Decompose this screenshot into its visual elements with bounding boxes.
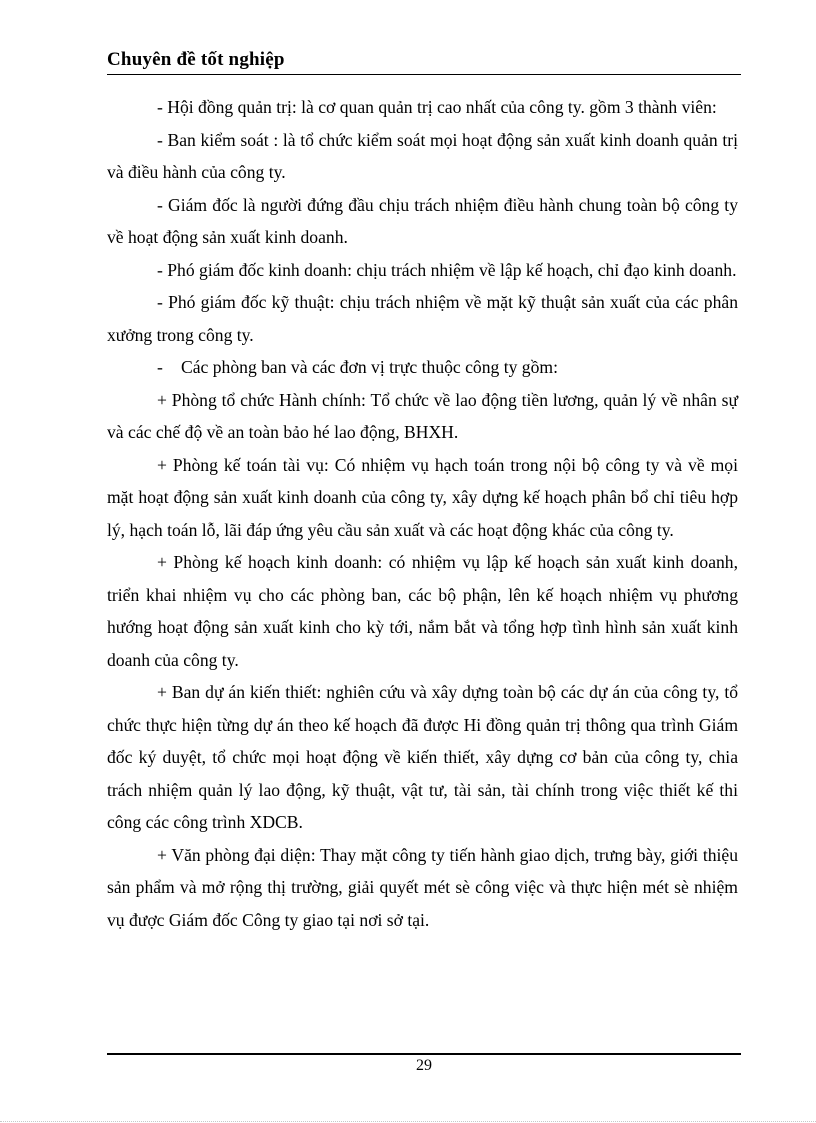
paragraph-business-planning-department: + Phòng kế hoạch kinh doanh: có nhiệm vụ lập kế hoạch sản xuất kinh doanh, triển khai nhiệm vụ cho các phòng ban, các bộ phận, lên kế hoạch nhiệm vụ phương hướng hoạt động sản xuất kinh cho kỳ tới, nắm bắt và tổng hợp tình hình sản xuất kinh doanh của công ty. (107, 552, 738, 670)
paragraph-board-of-directors: - Hội đồng quản trị: là cơ quan quản trị cao nhất của công ty. gồm 3 thành viên: (157, 97, 717, 117)
page-header (107, 48, 741, 75)
paragraph-accounting-department: + Phòng kế toán tài vụ: Có nhiệm vụ hạch toán trong nội bộ công ty và về mọi mặt hoạt động sản xuất kinh doanh của công ty, xây dựng kế hoạch phân bổ chỉ tiêu hợp lý, hạch toán lỗ, lãi đáp ứng yêu cầu sản xuất và các hoạt động khác của công ty. (107, 454, 738, 540)
document-body (107, 91, 738, 936)
paragraph-director: - Giám đốc là người đứng đầu chịu trách nhiệm điều hành chung toàn bộ công ty về hoạt động sản xuất kinh doanh. (107, 194, 738, 247)
paragraph-supervisory-board: - Ban kiểm soát : là tổ chức kiểm soát mọi hoạt động sản xuất kinh doanh quản trị và điều hành của công ty. (107, 129, 738, 182)
document-title: Chuyên đề tốt nghiệp (107, 49, 285, 70)
paragraph-representative-office: + Văn phòng đại diện: Thay mặt công ty tiến hành giao dịch, trưng bày, giới thiệu sản phẩm và mở rộng thị trường, giải quyết mét sè công việc và thực hiện mét sè nhiệm vụ được Giám đốc Công ty giao tại nơi sở tại. (107, 844, 738, 930)
page-footer (107, 1053, 741, 1076)
page-edge-divider (0, 1121, 816, 1122)
paragraph-deputy-director-business: - Phó giám đốc kinh doanh: chịu trách nhiệm về lập kế hoạch, chỉ đạo kinh doanh. (157, 259, 737, 280)
list-dash: - (157, 357, 163, 377)
list-intro (107, 351, 738, 384)
paragraph-admin-department: + Phòng tổ chức Hành chính: Tổ chức về lao động tiền lương, quản lý về nhân sự và các chế độ về an toàn bảo hé lao động, BHXH. (107, 389, 738, 442)
paragraph-construction-project-board: + Ban dự án kiến thiết: nghiên cứu và xây dựng toàn bộ các dự án của công ty, tổ chức thực hiện từng dự án theo kế hoạch đã được Hi đồng quản trị thông qua trình Giám đốc ký duyệt, tổ chức mọi hoạt động về kiến thiết, xây dựng cơ bản của công ty, chia trách nhiệm quản lý lao động, kỹ thuật, vật tư, tài sản, tài chính trong việc thiết kế thi công các công trình XDCB. (107, 682, 738, 832)
page-number: 29 (416, 1057, 432, 1074)
paragraph-deputy-director-technical: - Phó giám đốc kỹ thuật: chịu trách nhiệm về mặt kỹ thuật sản xuất của các phân xưởng trong công ty. (107, 292, 738, 345)
list-intro-text: Các phòng ban và các đơn vị trực thuộc công ty gồm: (181, 357, 558, 377)
